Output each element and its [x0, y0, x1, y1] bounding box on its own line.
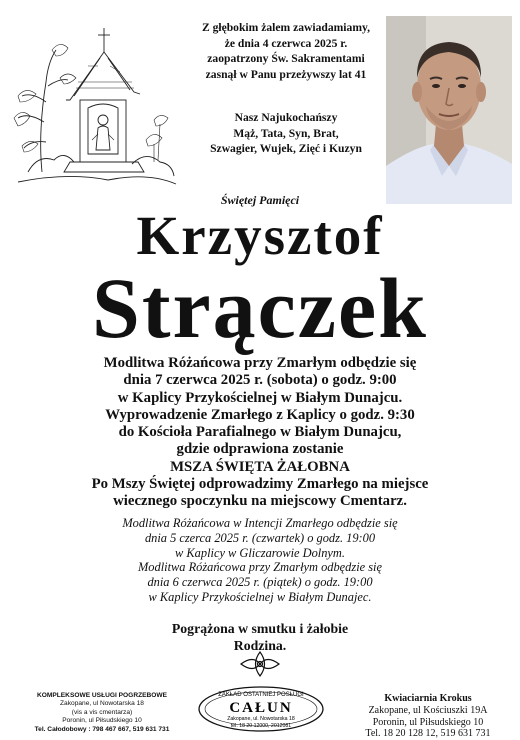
family-line: Mąż, Tata, Syn, Brat, [233, 126, 339, 140]
intro-line: że dnia 4 czerwca 2025 r. [224, 36, 348, 50]
family-line: Szwagier, Wujek, Zięć i Kuzyn [210, 142, 362, 156]
funeral-services-phone: Tel. Całodobowy : 798 467 667, 519 631 731 [34, 725, 170, 733]
deceased-last-name: Strączek [92, 260, 428, 356]
family-relations [186, 110, 386, 157]
funeral-details [0, 355, 520, 511]
funeral-detail-line: dnia 7 czerwca 2025 r. (sobota) o godz. 9:00 [123, 372, 397, 389]
ornament-flourish [239, 650, 281, 678]
mourners-line: Pogrążona w smutku i żałobie [171, 621, 349, 636]
florist-address: Poronin, ul Piłsudskiego 10 [372, 716, 484, 728]
family-line: Nasz Najukochańszy [234, 111, 338, 124]
calun-logo-top: ZAKŁAD OSTATNIEJ POSŁUGI [218, 692, 304, 698]
intro-line: zasnął w Panu przeżywszy lat 41 [205, 67, 367, 81]
prayer-note-line: Modlitwa Różańcowa w Intencji Zmarłego odbędzie się [122, 516, 398, 530]
prayer-note-line: w Kaplicy w Gliczarowie Dolnym. [175, 545, 345, 560]
florist-title: Kwiaciarnia Krokus [384, 693, 472, 704]
memory-heading: Świętej Pamięci [220, 193, 300, 207]
prayer-note-line: dnia 5 czerca 2025 r. (czwartek) o godz. 19:00 [144, 530, 376, 545]
funeral-detail-line: w Kaplicy Przykościelnej w Białym Dunajcu. [117, 389, 403, 406]
calun-logo-phone: tel. 18 20 12000, 2012081 [230, 723, 292, 729]
funeral-detail-line: wiecznego spoczynku na miejscowy Cmentarz. [113, 493, 407, 510]
funeral-services-address: Zakopane, ul Nowotarska 18 [60, 700, 144, 708]
mourners-signature [0, 620, 520, 654]
funeral-detail-line: Modlitwa Różańcowa przy Zmarłym odbędzie się [103, 355, 417, 371]
prayer-notes [0, 516, 520, 605]
prayer-note-line: dnia 6 czerwca 2025 r. (piątek) o godz. 19:00 [147, 575, 373, 590]
death-announcement-intro [186, 20, 386, 82]
florist-ad [340, 693, 516, 740]
prayer-note-line: Modlitwa Różańcowa przy Zmarłym odbędzie się [137, 560, 382, 575]
intro-line: zaopatrzony Św. Sakramentami [207, 52, 365, 66]
intro-line: Z głębokim żalem zawiadamiamy, [201, 21, 371, 34]
funeral-services-address: Poronin, ul Piłsudskiego 10 [62, 717, 142, 725]
deceased-first-name: Krzysztof [136, 205, 384, 266]
mourners-line: Rodzina. [233, 638, 287, 653]
florist-phone: Tel. 18 20 128 12, 519 631 731 [365, 728, 491, 740]
funeral-detail-line: gdzie odprawiona zostanie [176, 441, 344, 458]
funeral-detail-line: Wyprowadzenie Zmarłego z Kaplicy o godz. 9:30 [105, 406, 415, 423]
portrait-photo [386, 16, 512, 204]
funeral-detail-line: do Kościoła Parafialnego w Białym Dunajcu, [118, 424, 402, 441]
funeral-services-address: (vis a vis cmentarza) [71, 708, 133, 716]
calun-logo-name: CAŁUN [229, 700, 293, 716]
portrait-illustration [386, 16, 512, 204]
funeral-services-title: KOMPLEKSOWE USŁUGI POGRZEBOWE [36, 692, 168, 699]
funeral-services-ad [8, 692, 196, 734]
funeral-mass-line: MSZA ŚWIĘTA ŻAŁOBNA [170, 458, 350, 475]
wayside-shrine-illustration [8, 22, 178, 190]
calun-logo-address: Zakopane, ul. Nowotarska 18 [227, 716, 295, 722]
calun-logo [196, 684, 326, 734]
prayer-note-line: w Kaplicy Przykościelnej w Białym Dunajec. [148, 589, 372, 604]
florist-address: Zakopane, ul Kościuszki 19A [368, 704, 488, 716]
funeral-detail-line: Po Mszy Świętej odprowadzimy Zmarłego na miejsce [91, 476, 429, 493]
